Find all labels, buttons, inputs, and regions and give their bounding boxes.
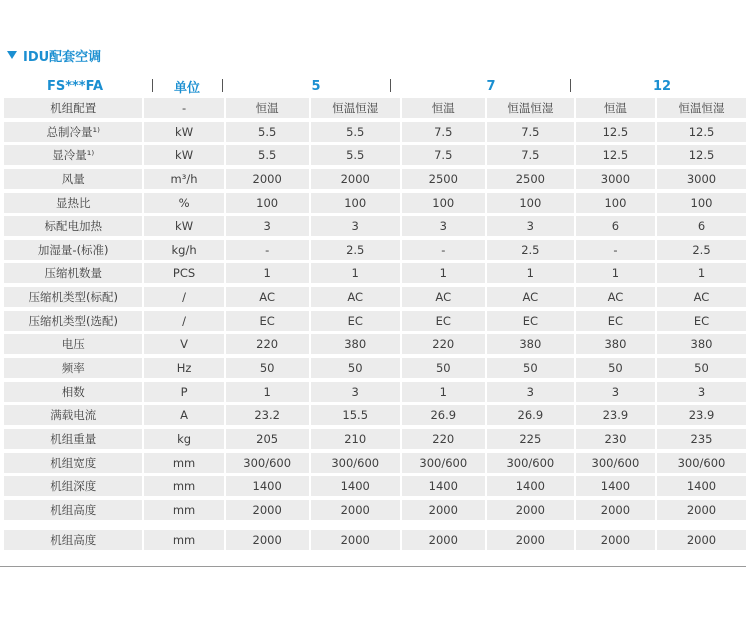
value-cell: 3	[311, 216, 400, 236]
value-cell: 12.5	[576, 122, 655, 142]
value-cell: 3	[402, 216, 485, 236]
row-unit: mm	[144, 453, 223, 473]
value-cell: 1400	[487, 476, 574, 496]
table-row	[4, 334, 746, 354]
value-cell: 7.5	[402, 122, 485, 142]
row-label: 机组高度	[4, 530, 142, 550]
value-cell: 380	[487, 334, 574, 354]
value-cell: 23.9	[576, 405, 655, 425]
value-cell: 2000	[657, 530, 746, 550]
value-cell: EC	[657, 311, 746, 331]
row-unit: -	[144, 98, 223, 118]
value-cell: 12.5	[657, 145, 746, 165]
value-cell: 15.5	[311, 405, 400, 425]
value-cell: 220	[402, 429, 485, 449]
value-cell: 1400	[657, 476, 746, 496]
value-cell: 2000	[576, 530, 655, 550]
value-cell: 5.5	[311, 122, 400, 142]
value-cell: 恒温	[226, 98, 309, 118]
value-cell: 7.5	[487, 122, 574, 142]
row-unit: kW	[144, 216, 223, 236]
value-cell: -	[576, 240, 655, 260]
value-cell: 100	[576, 193, 655, 213]
value-cell: -	[226, 240, 309, 260]
value-cell: 23.2	[226, 405, 309, 425]
value-cell: 1400	[576, 476, 655, 496]
header-divider	[152, 79, 153, 92]
value-cell: AC	[226, 287, 309, 307]
row-unit: mm	[144, 476, 223, 496]
row-label: 显冷量¹⁾	[4, 145, 142, 165]
row-label: 满载电流	[4, 405, 142, 425]
value-cell: 3	[226, 216, 309, 236]
value-cell: 230	[576, 429, 655, 449]
value-cell: AC	[657, 287, 746, 307]
table-row	[4, 500, 746, 520]
value-cell: 300/600	[311, 453, 400, 473]
row-label: 风量	[4, 169, 142, 189]
value-cell: 300/600	[487, 453, 574, 473]
row-label: 总制冷量¹⁾	[4, 122, 142, 142]
section-title	[7, 45, 101, 65]
table-row	[4, 453, 746, 473]
value-cell: AC	[576, 287, 655, 307]
row-unit: kW	[144, 145, 223, 165]
value-cell: 100	[487, 193, 574, 213]
value-cell: 5.5	[226, 122, 309, 142]
triangle-down-icon	[7, 51, 17, 59]
value-cell: 7.5	[402, 145, 485, 165]
value-cell: 12.5	[576, 145, 655, 165]
value-cell: 50	[402, 358, 485, 378]
value-cell: 225	[487, 429, 574, 449]
row-unit: A	[144, 405, 223, 425]
value-cell: 1	[226, 263, 309, 283]
value-cell: 3000	[576, 169, 655, 189]
value-cell: 7.5	[487, 145, 574, 165]
header-model: FS***FA	[46, 78, 104, 94]
value-cell: 6	[657, 216, 746, 236]
row-unit: /	[144, 311, 223, 331]
value-cell: 50	[311, 358, 400, 378]
value-cell: 26.9	[487, 405, 574, 425]
header-size-5: 5	[311, 78, 321, 94]
row-unit: mm	[144, 530, 223, 550]
section-title-text: IDU配套空调	[23, 49, 102, 65]
value-cell: 300/600	[226, 453, 309, 473]
value-cell: 2.5	[311, 240, 400, 260]
table-row	[4, 311, 746, 331]
header-unit: 单位	[173, 80, 200, 96]
table-row	[4, 429, 746, 449]
row-label: 机组高度	[4, 500, 142, 520]
value-cell: 50	[657, 358, 746, 378]
value-cell: 2000	[402, 500, 485, 520]
table-row	[4, 530, 746, 550]
bottom-divider	[0, 566, 746, 567]
value-cell: -	[402, 240, 485, 260]
table-row	[4, 122, 746, 142]
row-label: 标配电加热	[4, 216, 142, 236]
value-cell: 100	[402, 193, 485, 213]
value-cell: 2000	[487, 530, 574, 550]
value-cell: 1	[487, 263, 574, 283]
row-label: 机组宽度	[4, 453, 142, 473]
value-cell: 3000	[657, 169, 746, 189]
spec-table	[4, 98, 746, 554]
value-cell: 2000	[576, 500, 655, 520]
value-cell: EC	[311, 311, 400, 331]
value-cell: 恒温	[576, 98, 655, 118]
row-unit: V	[144, 334, 223, 354]
table-row	[4, 476, 746, 496]
value-cell: 235	[657, 429, 746, 449]
value-cell: 300/600	[576, 453, 655, 473]
value-cell: 恒温恒湿	[487, 98, 574, 118]
value-cell: 恒温	[402, 98, 485, 118]
table-row	[4, 216, 746, 236]
value-cell: 1	[657, 263, 746, 283]
value-cell: 300/600	[657, 453, 746, 473]
value-cell: 恒温恒湿	[311, 98, 400, 118]
value-cell: 100	[226, 193, 309, 213]
value-cell: 2000	[311, 530, 400, 550]
value-cell: 2000	[657, 500, 746, 520]
table-row	[4, 382, 746, 402]
value-cell: 2500	[402, 169, 485, 189]
value-cell: 1	[402, 382, 485, 402]
value-cell: 205	[226, 429, 309, 449]
value-cell: AC	[402, 287, 485, 307]
value-cell: 2000	[226, 500, 309, 520]
header-divider	[570, 79, 571, 92]
value-cell: 3	[657, 382, 746, 402]
value-cell: 1400	[226, 476, 309, 496]
value-cell: 6	[576, 216, 655, 236]
row-label: 电压	[4, 334, 142, 354]
row-label: 频率	[4, 358, 142, 378]
value-cell: 3	[487, 216, 574, 236]
table-row	[4, 193, 746, 213]
value-cell: 2000	[311, 500, 400, 520]
table-row	[4, 98, 746, 118]
table-row	[4, 263, 746, 283]
row-unit: kg	[144, 429, 223, 449]
value-cell: 1	[226, 382, 309, 402]
row-label: 加湿量-(标准)	[4, 240, 142, 260]
value-cell: 100	[657, 193, 746, 213]
value-cell: 12.5	[657, 122, 746, 142]
row-label: 机组配置	[4, 98, 142, 118]
value-cell: EC	[576, 311, 655, 331]
value-cell: 220	[402, 334, 485, 354]
value-cell: EC	[487, 311, 574, 331]
value-cell: 50	[487, 358, 574, 378]
value-cell: 1	[402, 263, 485, 283]
row-unit: kW	[144, 122, 223, 142]
value-cell: 2000	[226, 169, 309, 189]
row-unit: P	[144, 382, 223, 402]
table-header	[4, 76, 746, 96]
value-cell: 2000	[487, 500, 574, 520]
value-cell: 380	[311, 334, 400, 354]
value-cell: 2000	[311, 169, 400, 189]
row-unit: %	[144, 193, 223, 213]
row-unit: Hz	[144, 358, 223, 378]
header-size-7: 7	[486, 78, 496, 94]
table-row	[4, 169, 746, 189]
value-cell: EC	[402, 311, 485, 331]
value-cell: 2.5	[487, 240, 574, 260]
row-label: 压缩机类型(选配)	[4, 311, 142, 331]
value-cell: 210	[311, 429, 400, 449]
table-row	[4, 358, 746, 378]
row-unit: PCS	[144, 263, 223, 283]
value-cell: 3	[576, 382, 655, 402]
value-cell: 3	[311, 382, 400, 402]
value-cell: 1	[576, 263, 655, 283]
header-divider	[222, 79, 223, 92]
value-cell: AC	[487, 287, 574, 307]
value-cell: 50	[226, 358, 309, 378]
value-cell: 23.9	[657, 405, 746, 425]
table-row	[4, 287, 746, 307]
value-cell: 3	[487, 382, 574, 402]
row-label: 显热比	[4, 193, 142, 213]
value-cell: 5.5	[226, 145, 309, 165]
value-cell: 1400	[402, 476, 485, 496]
row-label: 机组重量	[4, 429, 142, 449]
value-cell: 300/600	[402, 453, 485, 473]
value-cell: 2000	[226, 530, 309, 550]
value-cell: AC	[311, 287, 400, 307]
value-cell: 1	[311, 263, 400, 283]
row-unit: kg/h	[144, 240, 223, 260]
row-unit: mm	[144, 500, 223, 520]
row-unit: m³/h	[144, 169, 223, 189]
value-cell: EC	[226, 311, 309, 331]
row-label: 相数	[4, 382, 142, 402]
table-row	[4, 145, 746, 165]
row-label: 机组深度	[4, 476, 142, 496]
row-label: 压缩机类型(标配)	[4, 287, 142, 307]
value-cell: 26.9	[402, 405, 485, 425]
value-cell: 380	[576, 334, 655, 354]
header-size-12: 12	[652, 78, 672, 94]
header-divider	[390, 79, 391, 92]
table-row	[4, 240, 746, 260]
value-cell: 220	[226, 334, 309, 354]
value-cell: 2500	[487, 169, 574, 189]
value-cell: 100	[311, 193, 400, 213]
value-cell: 50	[576, 358, 655, 378]
value-cell: 恒温恒湿	[657, 98, 746, 118]
value-cell: 1400	[311, 476, 400, 496]
value-cell: 5.5	[311, 145, 400, 165]
row-unit: /	[144, 287, 223, 307]
value-cell: 2.5	[657, 240, 746, 260]
value-cell: 380	[657, 334, 746, 354]
value-cell: 2000	[402, 530, 485, 550]
row-label: 压缩机数量	[4, 263, 142, 283]
table-row	[4, 405, 746, 425]
